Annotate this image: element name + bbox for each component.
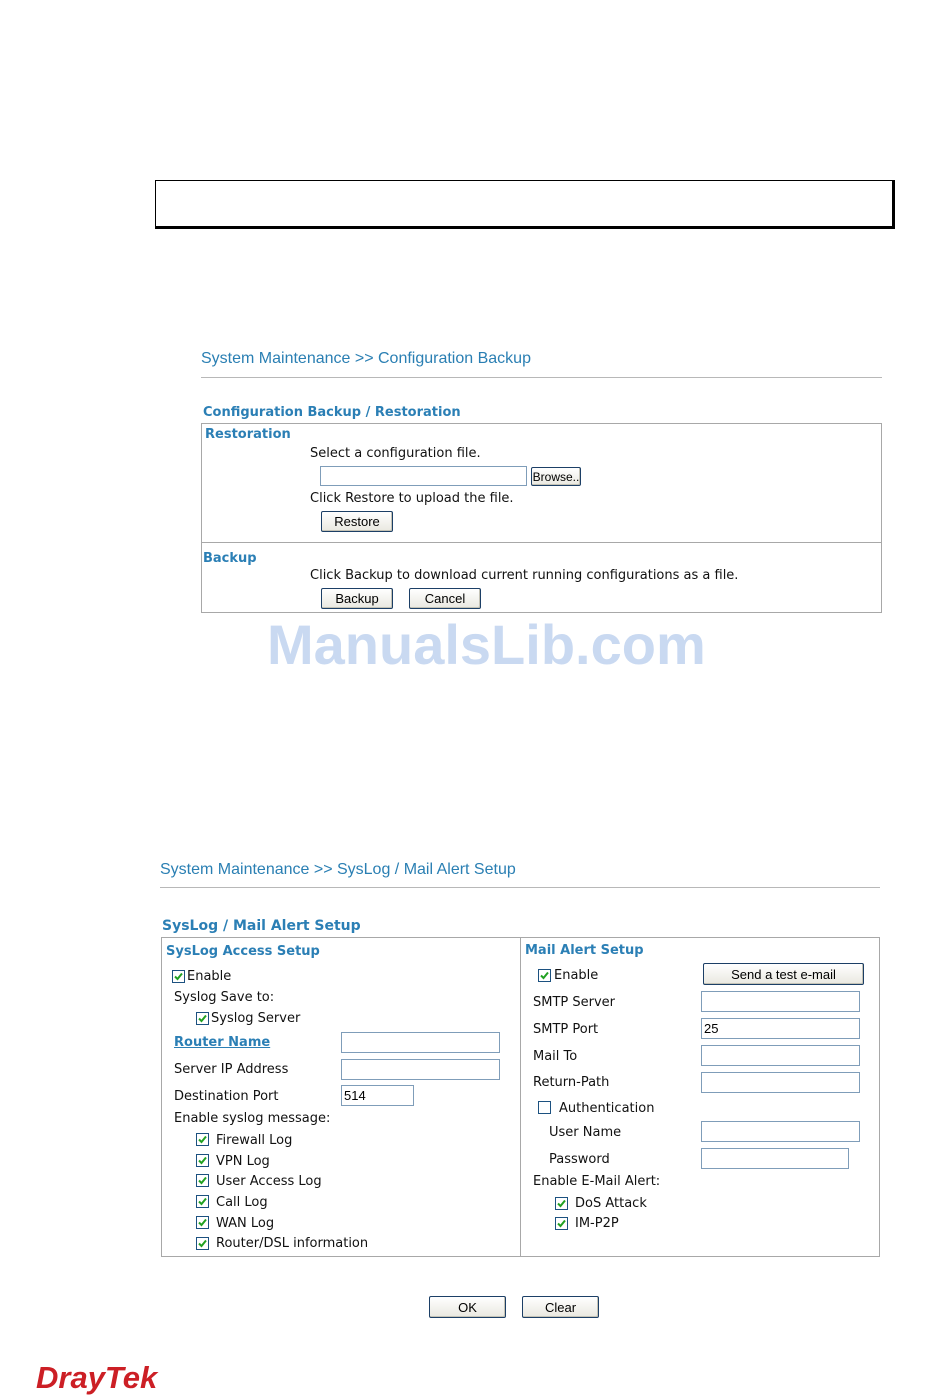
syslog-access-heading: SysLog Access Setup bbox=[166, 944, 320, 959]
user-access-log-checkbox[interactable] bbox=[196, 1174, 209, 1187]
enable-syslog-message-label: Enable syslog message: bbox=[174, 1111, 331, 1126]
select-file-text: Select a configuration file. bbox=[310, 446, 481, 461]
mail-to-label: Mail To bbox=[533, 1049, 578, 1064]
backup-panel-title: Configuration Backup / Restoration bbox=[203, 405, 461, 420]
router-name-input[interactable] bbox=[341, 1032, 500, 1053]
vpn-log-label: VPN Log bbox=[216, 1154, 270, 1169]
syslog-panel-title: SysLog / Mail Alert Setup bbox=[162, 918, 361, 934]
syslog-save-to-label: Syslog Save to: bbox=[174, 990, 275, 1005]
syslog-server-checkbox[interactable] bbox=[196, 1012, 209, 1025]
authentication-label: Authentication bbox=[559, 1101, 655, 1116]
mail-enable-label: Enable bbox=[554, 968, 599, 983]
authentication-checkbox[interactable] bbox=[538, 1101, 551, 1114]
backup-title-rule bbox=[201, 377, 882, 378]
mail-alert-heading: Mail Alert Setup bbox=[525, 943, 644, 958]
backup-button[interactable]: Backup bbox=[321, 588, 393, 609]
watermark: ManualsLib.com bbox=[267, 613, 706, 676]
clear-button[interactable]: Clear bbox=[522, 1296, 599, 1318]
ok-button[interactable]: OK bbox=[429, 1296, 506, 1318]
router-dsl-info-label: Router/DSL information bbox=[216, 1236, 369, 1251]
im-p2p-label: IM-P2P bbox=[575, 1216, 619, 1231]
return-path-label: Return-Path bbox=[533, 1075, 610, 1090]
password-input[interactable] bbox=[701, 1148, 849, 1169]
router-dsl-info-checkbox[interactable] bbox=[196, 1237, 209, 1250]
cancel-button[interactable]: Cancel bbox=[409, 588, 481, 609]
smtp-server-input[interactable] bbox=[701, 991, 860, 1012]
panel-divider bbox=[520, 938, 521, 1256]
send-test-email-button[interactable]: Send a test e-mail bbox=[703, 963, 864, 985]
syslog-page-title: System Maintenance >> SysLog / Mail Alert Setup bbox=[160, 861, 516, 878]
server-ip-input[interactable] bbox=[341, 1059, 500, 1080]
wan-log-label: WAN Log bbox=[216, 1216, 275, 1231]
mail-enable-checkbox[interactable] bbox=[538, 969, 551, 982]
click-backup-text: Click Backup to download current running configurations as a file. bbox=[310, 568, 739, 583]
user-name-label: User Name bbox=[549, 1125, 622, 1140]
dos-attack-checkbox[interactable] bbox=[555, 1197, 568, 1210]
draytek-logo: DrayTek bbox=[36, 1360, 158, 1395]
password-label: Password bbox=[549, 1152, 610, 1167]
syslog-server-label: Syslog Server bbox=[211, 1011, 301, 1026]
mail-to-input[interactable] bbox=[701, 1045, 860, 1066]
server-ip-label: Server IP Address bbox=[174, 1062, 289, 1077]
syslog-enable-label: Enable bbox=[187, 969, 232, 984]
destination-port-label: Destination Port bbox=[174, 1089, 279, 1104]
smtp-server-label: SMTP Server bbox=[533, 995, 616, 1010]
syslog-enable-checkbox[interactable] bbox=[172, 970, 185, 983]
destination-port-input[interactable] bbox=[341, 1085, 414, 1106]
firewall-log-label: Firewall Log bbox=[216, 1133, 293, 1148]
router-name-link[interactable]: Router Name bbox=[174, 1035, 271, 1050]
user-name-input[interactable] bbox=[701, 1121, 860, 1142]
syslog-title-rule bbox=[160, 887, 880, 888]
note-box bbox=[155, 180, 895, 229]
wan-log-checkbox[interactable] bbox=[196, 1216, 209, 1229]
im-p2p-checkbox[interactable] bbox=[555, 1217, 568, 1230]
backup-page-title: System Maintenance >> Configuration Backup bbox=[201, 350, 531, 367]
restore-button[interactable]: Restore bbox=[321, 511, 393, 532]
smtp-port-input[interactable] bbox=[701, 1018, 860, 1039]
restoration-backup-divider bbox=[202, 542, 881, 543]
backup-panel bbox=[201, 423, 882, 613]
firewall-log-checkbox[interactable] bbox=[196, 1133, 209, 1146]
restoration-heading: Restoration bbox=[205, 427, 291, 442]
user-access-log-label: User Access Log bbox=[216, 1174, 322, 1189]
browse-button[interactable]: Browse.. bbox=[531, 467, 581, 486]
call-log-label: Call Log bbox=[216, 1195, 268, 1210]
config-file-input[interactable] bbox=[320, 466, 527, 486]
backup-heading: Backup bbox=[203, 551, 257, 566]
vpn-log-checkbox[interactable] bbox=[196, 1154, 209, 1167]
smtp-port-label: SMTP Port bbox=[533, 1022, 599, 1037]
return-path-input[interactable] bbox=[701, 1072, 860, 1093]
click-restore-text: Click Restore to upload the file. bbox=[310, 491, 514, 506]
dos-attack-label: DoS Attack bbox=[575, 1196, 647, 1211]
enable-email-alert-label: Enable E-Mail Alert: bbox=[533, 1174, 661, 1189]
call-log-checkbox[interactable] bbox=[196, 1195, 209, 1208]
syslog-panel bbox=[161, 937, 880, 1257]
